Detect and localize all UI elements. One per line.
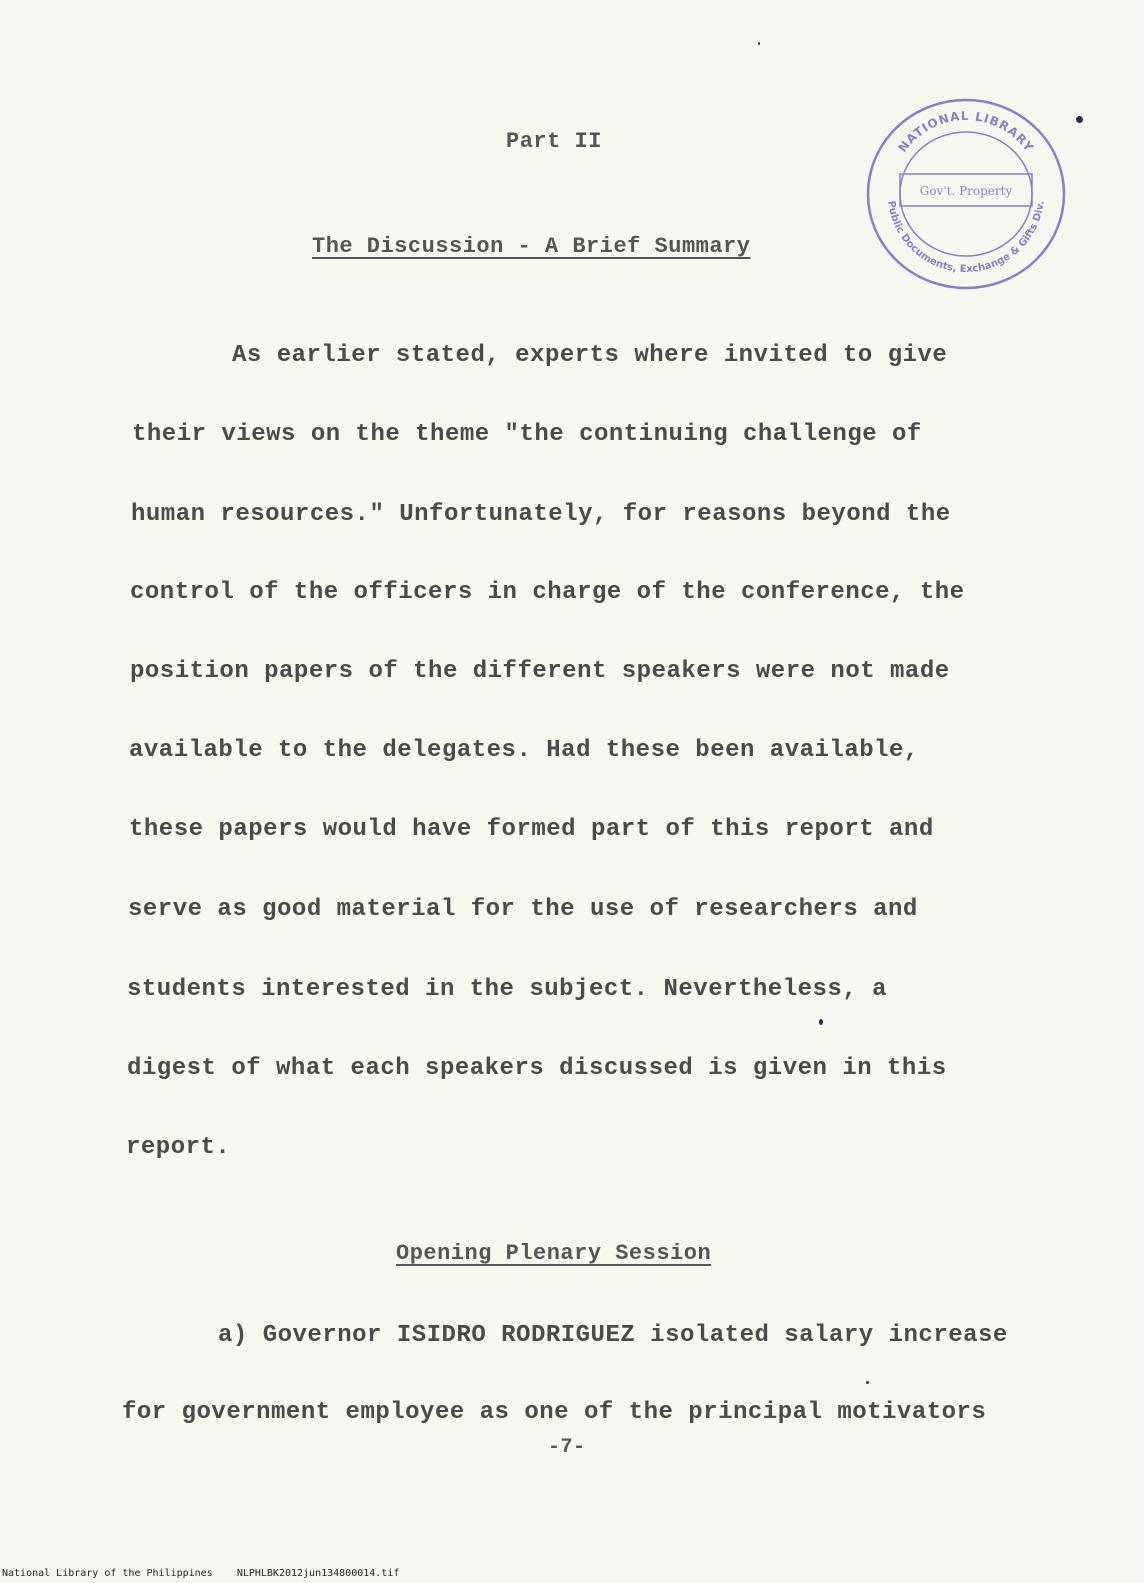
svg-text:Public Documents, Exchange & G xyxy=(885,200,1046,275)
stamp-inner-text: Gov't. Property xyxy=(919,184,1013,198)
page-number: -7- xyxy=(548,1436,586,1459)
item-line: a) Governor ISIDRO RODRIGUEZ isolated salary increase xyxy=(218,1322,1008,1349)
footer-file-name: NLPHLBK2012jun134800014.tif xyxy=(236,1568,400,1579)
subsection-title: Opening Plenary Session xyxy=(396,1241,712,1266)
paragraph-line: their views on the theme "the continuing challenge of xyxy=(132,421,922,448)
paragraph-line: serve as good material for the use of researchers and xyxy=(128,896,918,923)
stamp-top-text: NATIONAL LIBRARY xyxy=(895,108,1037,155)
scan-speck xyxy=(1076,116,1083,123)
scan-speck xyxy=(866,1381,869,1384)
paragraph-line: these papers would have formed part of this report and xyxy=(129,816,934,843)
paragraph-line: digest of what each speakers discussed is given in this xyxy=(127,1055,947,1082)
paragraph-line: control of the officers in charge of the conference, the xyxy=(130,579,965,606)
item-line: for government employee as one of the principal motivators xyxy=(122,1399,987,1426)
scan-speck xyxy=(819,1019,823,1025)
scan-speck xyxy=(758,42,760,45)
stamp-bottom-text: Public Documents, Exchange & Gifts Div. xyxy=(885,200,1047,276)
footer-institution: National Library of the Philippines xyxy=(2,1568,213,1579)
paragraph-line: available to the delegates. Had these been available, xyxy=(129,737,919,764)
paragraph-line: position papers of the different speakers were not made xyxy=(130,658,950,685)
library-stamp xyxy=(864,96,1068,292)
scan-footer xyxy=(2,1568,399,1579)
part-title: Part II xyxy=(506,129,602,154)
section-title: The Discussion - A Brief Summary xyxy=(312,234,751,259)
paragraph-line: human resources." Unfortunately, for reasons beyond the xyxy=(131,501,951,528)
paragraph-line: As earlier stated, experts where invited to give xyxy=(232,342,948,369)
paragraph-line: report. xyxy=(126,1134,231,1161)
paragraph-line: students interested in the subject. Nevertheless, a xyxy=(127,976,888,1003)
